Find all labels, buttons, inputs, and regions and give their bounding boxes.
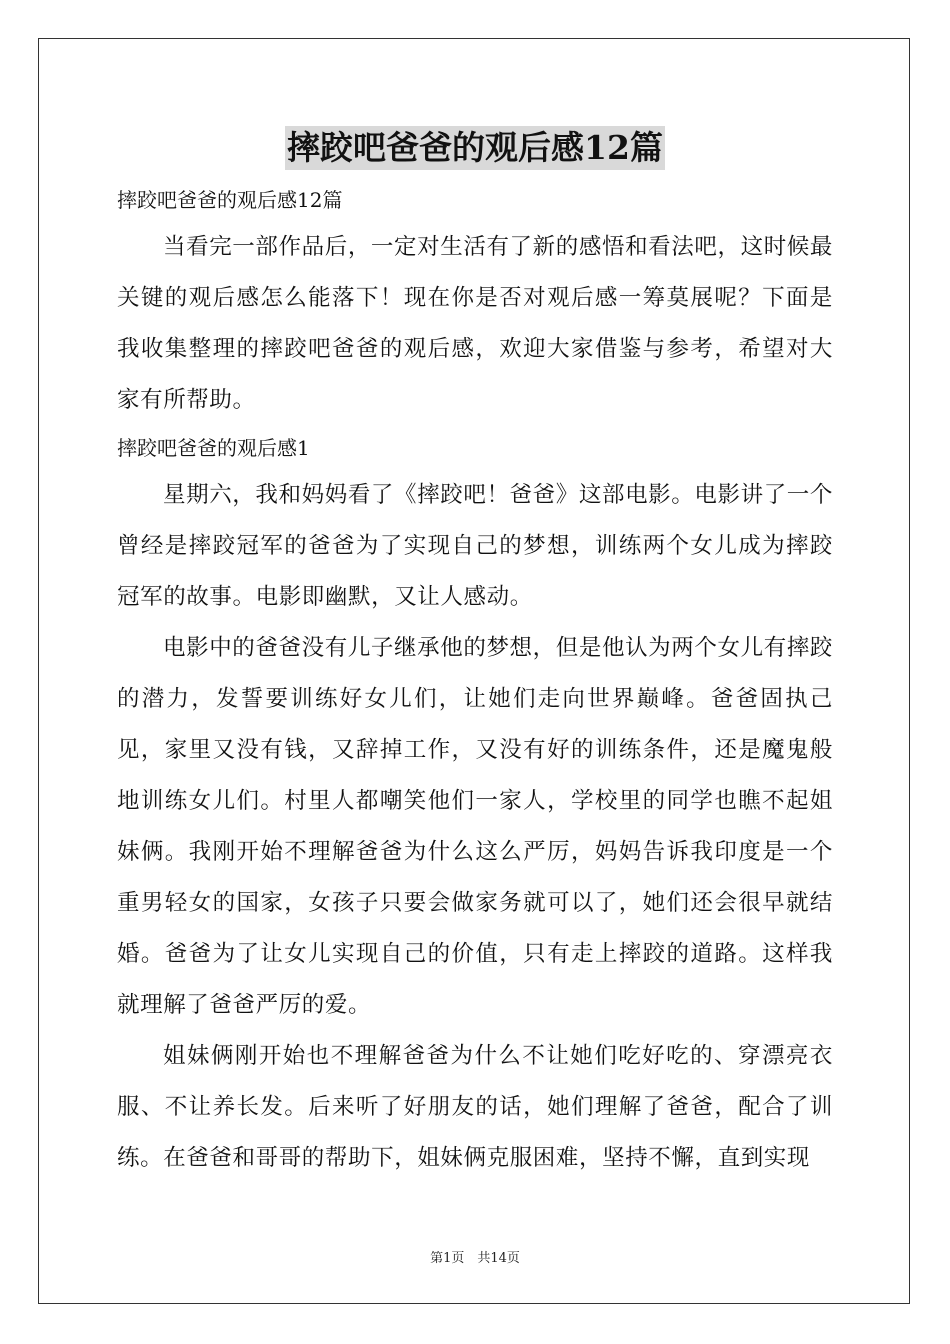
document-title: 摔跤吧爸爸的观后感12篇 — [285, 126, 665, 170]
subtitle: 摔跤吧爸爸的观后感12篇 — [117, 188, 343, 212]
document-body — [117, 178, 833, 1184]
section-heading: 摔跤吧爸爸的观后感1 — [117, 436, 310, 460]
body-paragraph-2: 电影中的爸爸没有儿子继承他的梦想，但是他认为两个女儿有摔跤的潜力，发誓要训练好女儿们，让她们走向世界巅峰。爸爸固执己见，家里又没有钱，又辞掉工作，又没有好的训练条件，还是魔鬼般地训练女儿们。村里人都嘲笑他们一家人，学校里的同学也瞧不起姐妹俩。我刚开始不理解爸爸为什么这么严厉，妈妈告诉我印度是一个重男轻女的国家，女孩子只要会做家务就可以了，她们还会很早就结婚。爸爸为了让女儿实现自己的价值，只有走上摔跤的道路。这样我就理解了爸爸严厉的爱。 — [117, 635, 833, 1018]
body-paragraph-3: 姐妹俩刚开始也不理解爸爸为什么不让她们吃好吃的、穿漂亮衣服、不让养长发。后来听了好朋友的话，她们理解了爸爸，配合了训练。在爸爸和哥哥的帮助下，姐妹俩克服困难，坚持不懈，直到实现 — [117, 1043, 833, 1171]
intro-paragraph: 当看完一部作品后，一定对生活有了新的感悟和看法吧，这时候最关键的观后感怎么能落下！现在你是否对观后感一筹莫展呢？下面是我收集整理的摔跤吧爸爸的观后感，欢迎大家借鉴与参考，希望对大家有所帮助。 — [117, 234, 833, 413]
title-container — [0, 126, 950, 170]
body-paragraph-1: 星期六，我和妈妈看了《摔跤吧！爸爸》这部电影。电影讲了一个曾经是摔跤冠军的爸爸为了实现自己的梦想，训练两个女儿成为摔跤冠军的故事。电影即幽默，又让人感动。 — [117, 482, 833, 610]
page-number: 第1页 共14页 — [430, 1251, 520, 1266]
